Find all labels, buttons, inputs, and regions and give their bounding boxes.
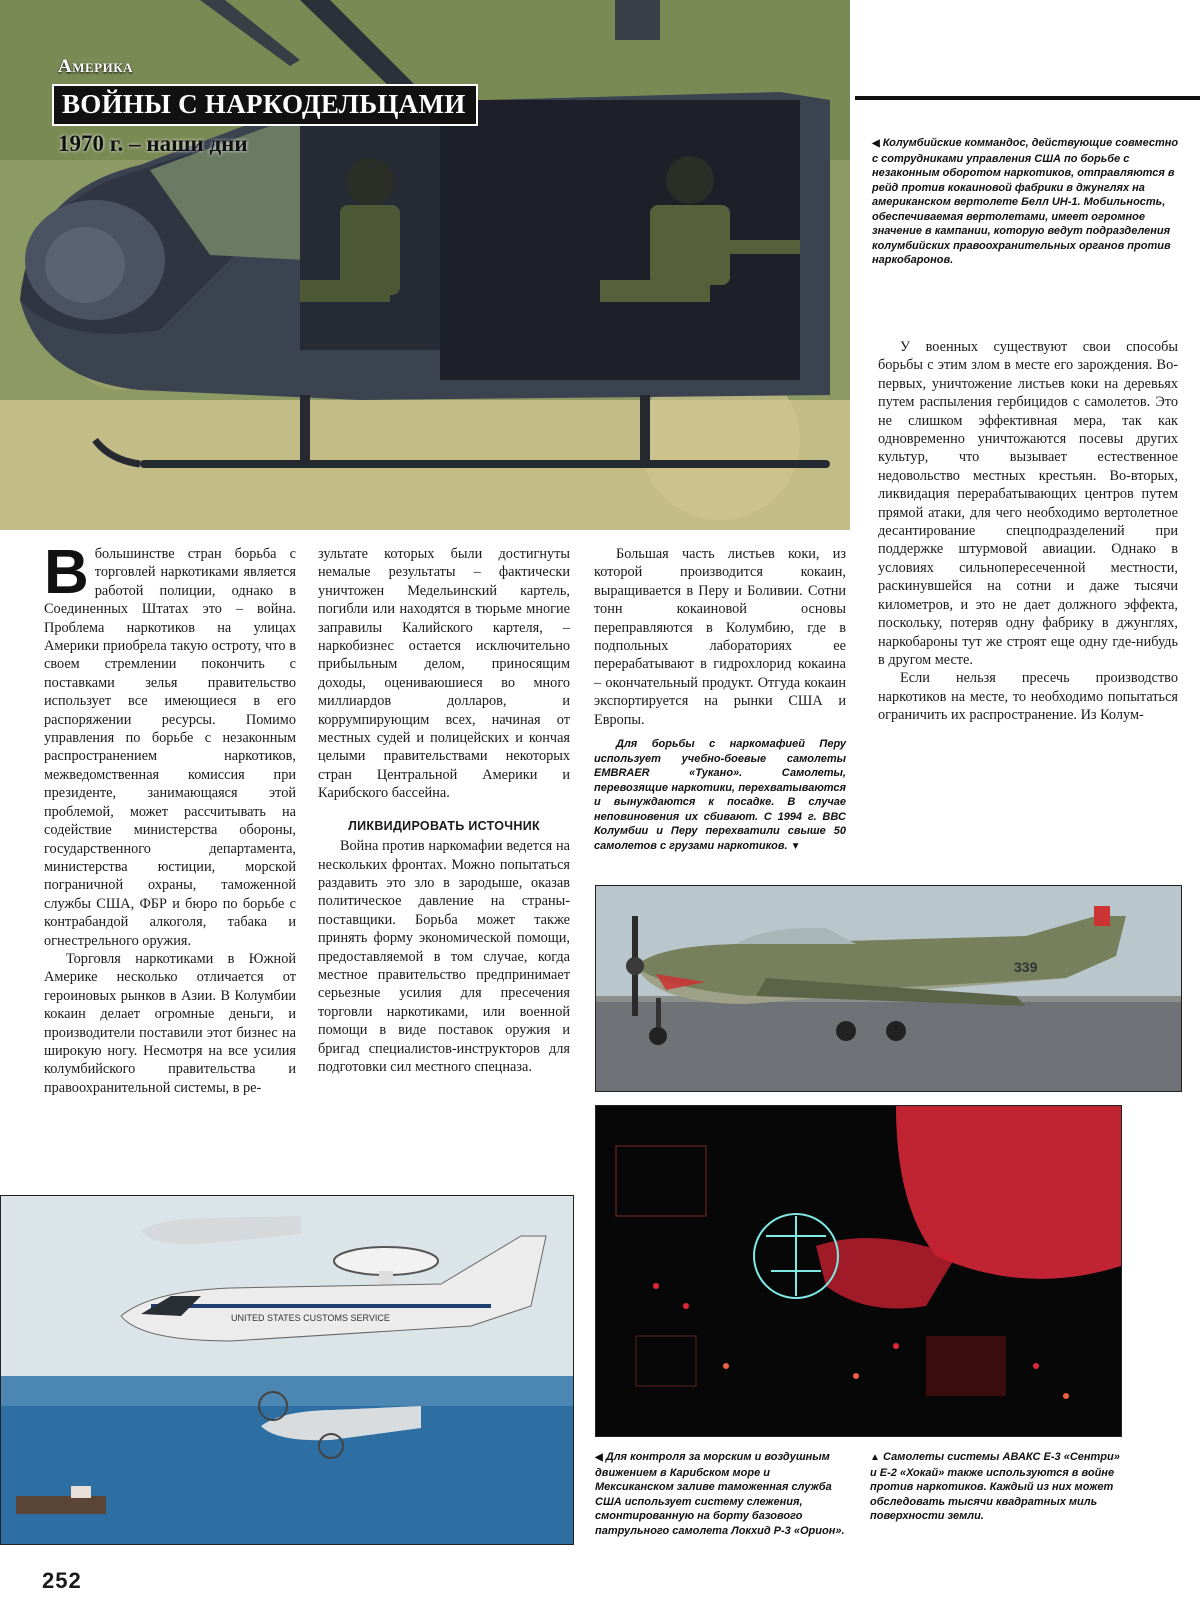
photo-cockpit-hud bbox=[595, 1105, 1122, 1437]
paragraph: Торговля наркотиками в Южной Америке несколько отличается от героиновых рынков в Азии. В Колумбии кокаин делает огромные деньги, и производители поставили этот бизнес на широкую ногу. Несмотря на все усилия колумбийского правительства и правоохранительной системы, в ре- bbox=[44, 950, 296, 1096]
paragraph: Если нельзя пресечь производство наркотиков на месте, то необходимо попытаться ограничить их распространение. Из Колум- bbox=[878, 670, 1178, 724]
tucano-number: 339 bbox=[1014, 959, 1038, 975]
caption-customs-text: Для контроля за морским и воздушным движением в Карибском море и Мексиканском заливе таможенная служба США использует систему слежения, смонтированную на борту базового патрульного самолета Локхид Р-3 «Орион». bbox=[595, 1451, 845, 1537]
helicopter-illustration bbox=[0, 0, 850, 530]
page-number: 252 bbox=[42, 1568, 82, 1593]
section-kicker: Америка bbox=[58, 56, 134, 77]
caption-tucano-text: Для борьбы с наркомафией Перу использует учебно-боевые самолеты EMBRAER «Тукано». Самолеты, перевозящие наркотики, перехватываются и вынуждаются к посадке. В случае неповиновения их сбивают. С 1994 г. ВВС Колумбии и Перу перехватили свыше 50 самолетов с грузами наркотиков. bbox=[594, 738, 846, 852]
caption-helicopter bbox=[872, 136, 1180, 268]
page-subtitle: 1970 г. – наши дни bbox=[58, 131, 248, 156]
article-column-2 bbox=[318, 545, 570, 1076]
cockpit-illustration bbox=[596, 1106, 1121, 1436]
photo-customs-aircraft bbox=[0, 1195, 574, 1545]
paragraph: большинстве стран борьба с торговлей наркотиками является работой полиции, однако в Соединенных Штатах это – война. Проблема наркотиков на улицах Америки приобрела такую остроту, что в своем стремлении покончить с поставками зелья правительство использует все имеющиеся в его распоряжении ресурсы. Помимо управления по борьбе с незаконным распространением наркотиков, межведомственная комиссия при президенте, занимающаяся этой проблемой, может рассчитывать на содействие министерства обороны, государственного департамента, министерства юстиции, морской пограничной охраны, таможенной службы США, ФБР и бюро по борьбе с контрабандой алкоголя, табака и огнестрельного оружия. bbox=[44, 546, 296, 949]
triangle-left-icon: ◀ bbox=[872, 138, 880, 149]
paragraph: Большая часть листьев коки, из которой производится кокаин, выращивается в Перу и Боливии. Сотни тонн кокаиновой основы переправляются в Колумбию, где в подпольных лабораториях ее перерабатывают в гидрохлорид кокаина – окончательный продукт. Отгуда кокаин экспортируется на рынки США и Европы. bbox=[594, 546, 846, 728]
section-subhead: ЛИКВИДИРОВАТЬ ИСТОЧНИК bbox=[348, 818, 540, 833]
dropcap: В bbox=[44, 538, 89, 607]
photo-tucano bbox=[595, 885, 1182, 1092]
article-column-1 bbox=[44, 538, 296, 1097]
paragraph: У военных существуют свои способы борьбы с этим злом в месте его зарождения. Во-первых, уничтожение листьев коки на деревьях путем распыления гербицидов с самолетов. Это не слишком эффективная мера, так как одновременно уничтожаются посевы других культур, что вызывает естественное недовольство местных крестьян. Во-вторых, ликвидация перерабатывающих центров путем прямой атаки, для чего необходимо вертолетное десантирование спецподразделений при поддержке штурмовой авиации. Однако в условиях сильнопересеченной местности, раскинувшейся на сотни и даже тысячи километров, и это не дает должного эффекта, поскольку, потеряв одну фабрику в джунглях, наркобароны тут же строят еще одну где-нибудь в другом месте. bbox=[878, 339, 1178, 668]
page-title: ВОЙНЫ С НАРКОДЕЛЬЦАМИ bbox=[52, 84, 478, 126]
paragraph: зультате которых были достигнуты немалые результаты – фактически уничтожен Медельинский картель, погибли или находятся в тюрьме многие заправилы Калийского картеля, – наркобизнес остается исключительно прибыльным делом, приносящим доходы, оцениваюшиеся во много миллиардов долларов, и коррумпирующим всех, начиная от местных судей и полицейских и кончая целыми правительствами некоторых стран Центральной Америки и Карибского бассейна. bbox=[318, 546, 570, 802]
caption-helicopter-text: Колумбийские коммандос, действующие совместно с сотрудниками управления США по борьбе с незаконным оборотом наркотиков, отправляются в рейд против кокаиновой фабрики в джунглях на американском вертолете Белл UH-1. Мобильность, обеспечиваемая вертолетами, имеет огромное значение в кампании, которую ведут подразделения колумбийских правоохранительных органов против наркобаронов. bbox=[872, 137, 1179, 266]
triangle-down-icon: ▼ bbox=[790, 840, 801, 852]
header-rule bbox=[855, 96, 1200, 100]
caption-awacs bbox=[870, 1450, 1120, 1524]
article-column-4 bbox=[878, 338, 1178, 725]
triangle-up-icon: ▲ bbox=[870, 1452, 880, 1463]
caption-customs bbox=[595, 1450, 850, 1538]
customs-aircraft-illustration bbox=[1, 1196, 573, 1544]
article-column-3 bbox=[594, 545, 846, 854]
tucano-illustration bbox=[596, 886, 1181, 1091]
caption-awacs-text: Самолеты системы АВАКС Е-3 «Сентри» и Е-2 «Хокай» также используются в войне против наркотиков. Каждый из них может обследовать тысячи квадратных миль поверхности земли. bbox=[870, 1451, 1120, 1522]
caption-tucano bbox=[594, 737, 846, 854]
paragraph: Война против наркомафии ведется на нескольких фронтах. Можно попытаться раздавить это зло в зародыше, оказав политическое давление на страны-поставщики. Борьба может также принять форму экономической помощи, предоставляемой в том случае, когда местное правительство предпринимает серьезные усилия для пресечения торговли наркотиками, или военной помощи в виде поставок оружия и бригад специалистов-инструкторов для подготовки сил местного спецназа. bbox=[318, 838, 570, 1075]
aircraft-livery-text: UNITED STATES CUSTOMS SERVICE bbox=[231, 1313, 390, 1323]
hero-photo-helicopter bbox=[0, 0, 850, 530]
triangle-left-icon: ◀ bbox=[595, 1452, 603, 1463]
